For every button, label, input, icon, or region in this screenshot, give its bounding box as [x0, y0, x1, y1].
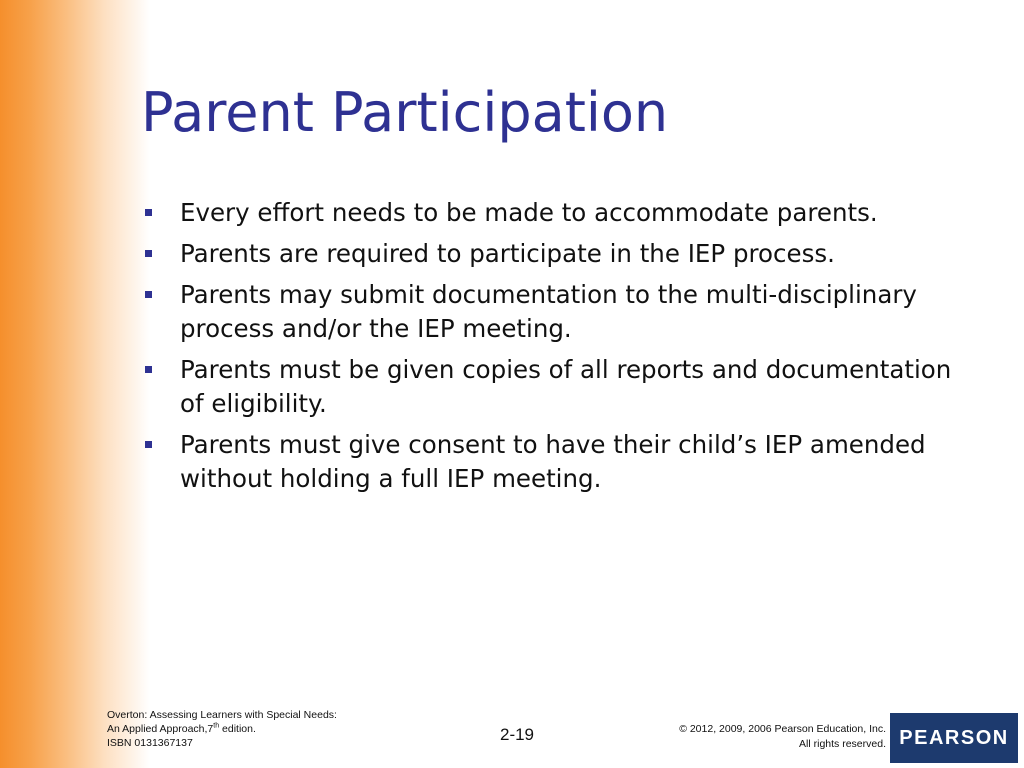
book-edition-suffix: edition. — [219, 723, 256, 735]
bullet-text: Parents must be given copies of all reports and documentation of eligibility. — [180, 355, 952, 418]
copyright-notice — [679, 722, 886, 752]
bullet-text: Parents must give consent to have their child’s IEP amended without holding a full IEP meeting. — [180, 430, 926, 493]
book-title-line: Overton: Assessing Learners with Special Needs: — [107, 709, 337, 721]
slide-title: Parent Participation — [141, 81, 669, 144]
square-bullet-icon — [145, 291, 152, 298]
bullet-item — [142, 428, 982, 496]
bullet-item — [142, 196, 982, 230]
square-bullet-icon — [145, 441, 152, 448]
pearson-logo-text: PEARSON — [899, 726, 1009, 749]
bullet-list — [142, 196, 982, 503]
bullet-text: Parents may submit documentation to the multi-disciplinary process and/or the IEP meeting. — [180, 280, 917, 343]
square-bullet-icon — [145, 209, 152, 216]
bullet-item — [142, 278, 982, 346]
book-edition-line — [107, 722, 337, 736]
square-bullet-icon — [145, 366, 152, 373]
side-gradient-bar — [0, 0, 150, 768]
book-edition-prefix: An Applied Approach,7 — [107, 723, 214, 735]
bullet-item — [142, 353, 982, 421]
edition-superscript: th — [213, 722, 220, 730]
book-citation — [107, 708, 337, 750]
isbn-line: ISBN 0131367137 — [107, 737, 193, 749]
bullet-text: Parents are required to participate in the IEP process. — [180, 239, 835, 268]
bullet-item — [142, 237, 982, 271]
copyright-line: © 2012, 2009, 2006 Pearson Education, Inc. — [679, 723, 886, 735]
pearson-logo — [890, 713, 1018, 763]
page-number: 2-19 — [499, 725, 535, 744]
rights-line: All rights reserved. — [799, 738, 886, 750]
square-bullet-icon — [145, 250, 152, 257]
bullet-text: Every effort needs to be made to accommodate parents. — [180, 198, 878, 227]
